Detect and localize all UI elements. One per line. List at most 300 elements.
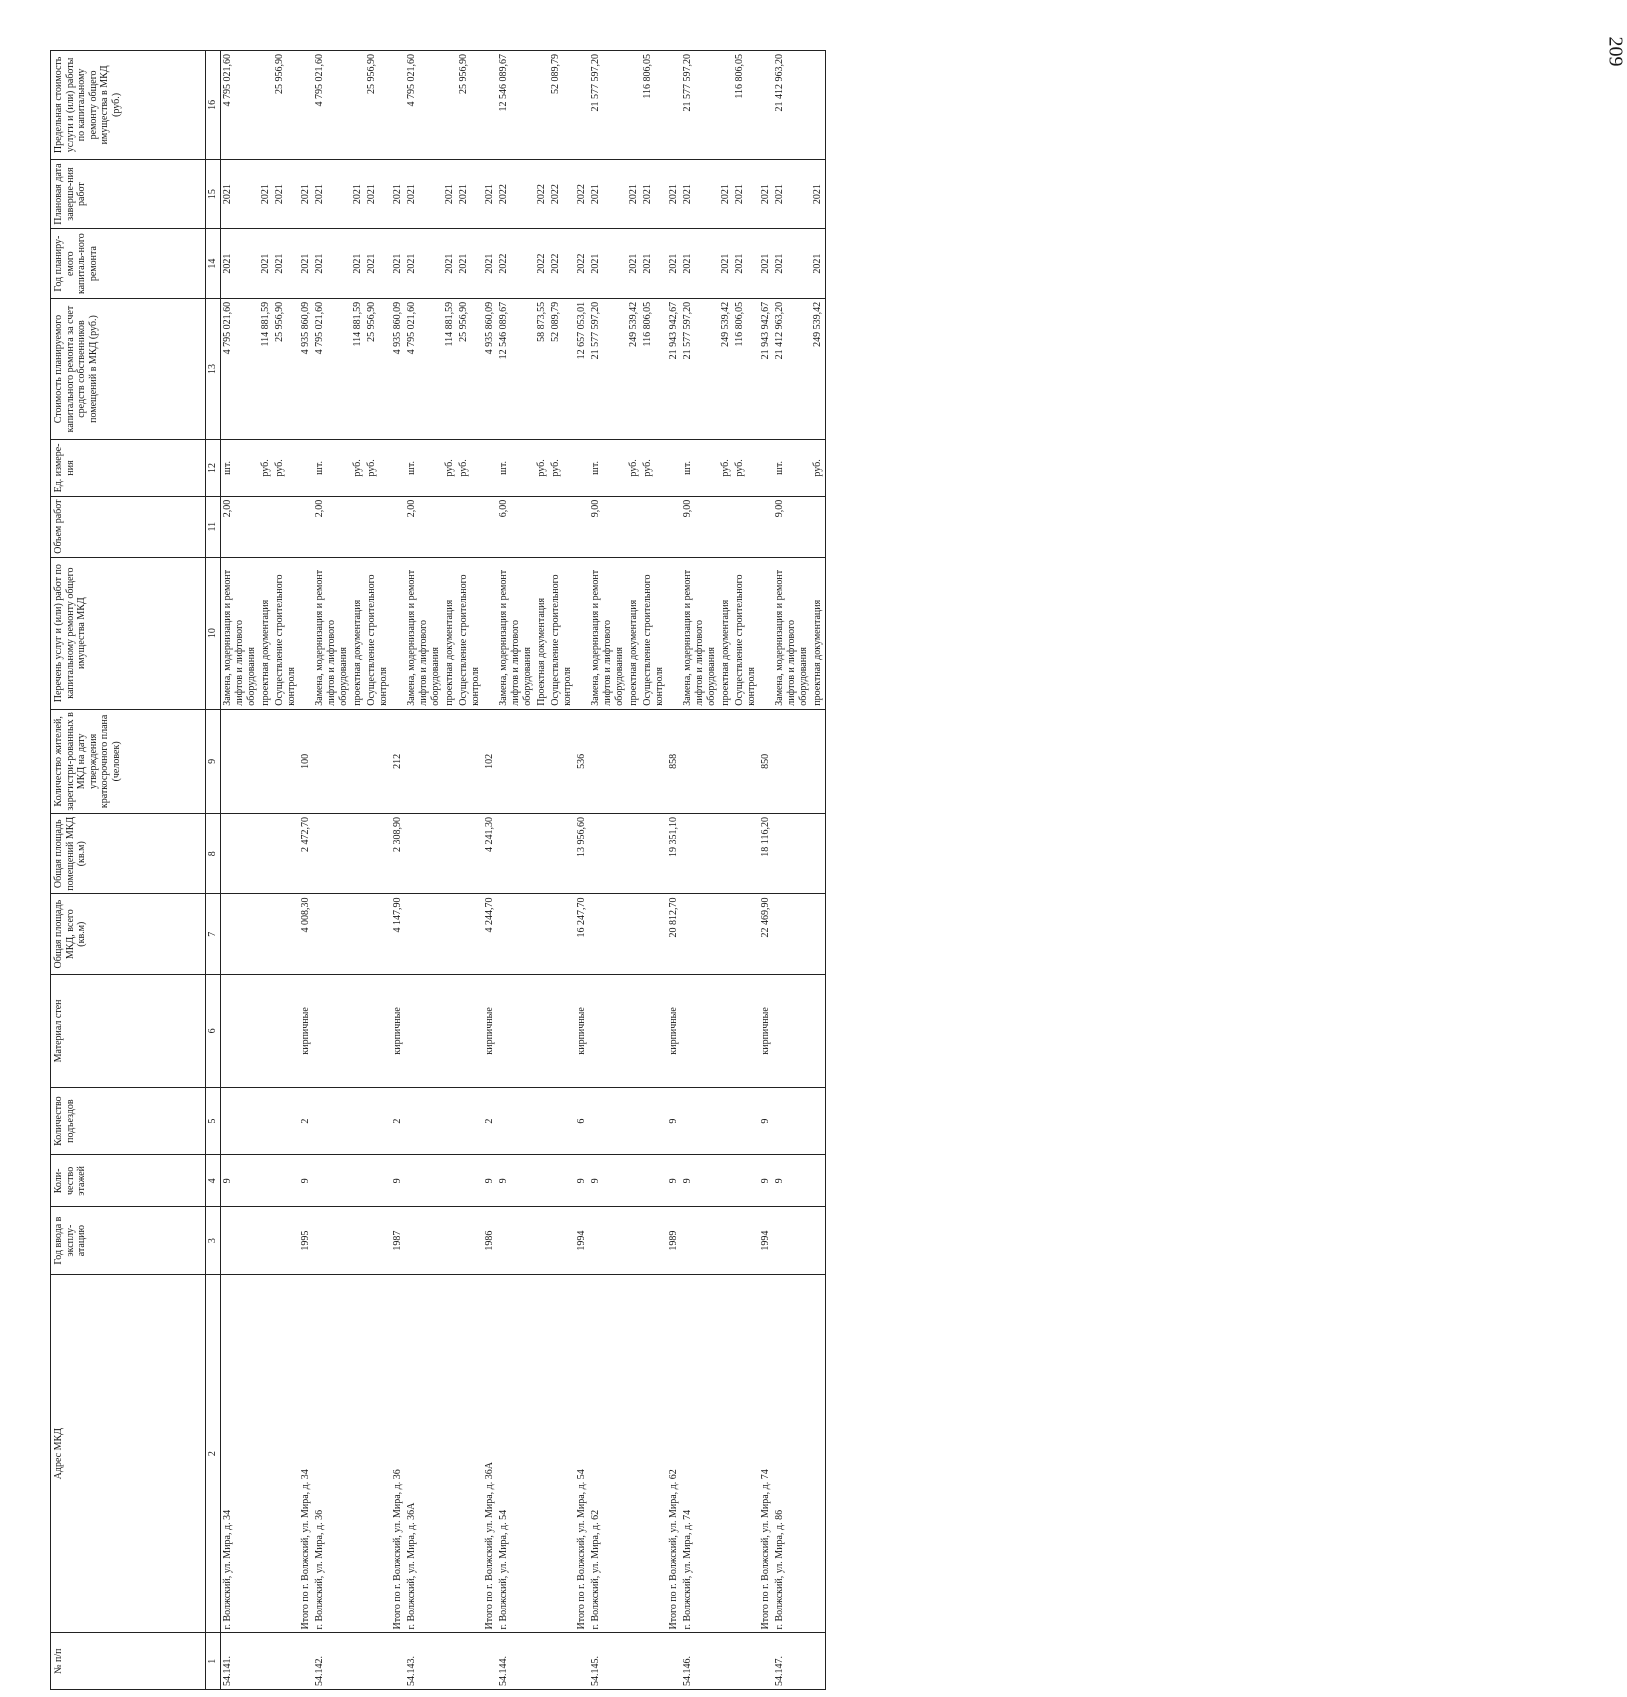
cell-col-14: 2021 [273,229,299,299]
cell-col-10: Замена, модернизация и ремонт лифтов и лифтового оборудования [313,557,351,709]
cell-col-14: 2021 [299,229,313,299]
cell-col-14: 2021 [313,229,351,299]
cell-col-11 [719,496,733,557]
cell-col-16 [575,51,589,160]
cell-col-3 [351,1207,365,1274]
cell-col-14: 2021 [405,229,443,299]
cell-col-13: 116 806,05 [733,298,759,439]
cell-col-1 [483,1633,497,1690]
table-row [773,51,811,1690]
cell-col-6: кирпичные [575,974,589,1087]
table-row [405,51,443,1690]
cell-col-9 [681,709,719,813]
cell-col-3 [773,1207,811,1274]
cell-col-12 [391,440,405,497]
cell-col-10: проектная документация [259,557,273,709]
cell-col-4: 9 [391,1155,405,1207]
cell-col-4 [405,1155,443,1207]
cell-col-15: 2021 [681,159,719,229]
cell-col-13: 249 539,42 [627,298,641,439]
col-number: 16 [206,51,221,160]
cell-col-12: шт. [313,440,351,497]
cell-col-1 [733,1633,759,1690]
cell-col-8: 18 116,20 [759,814,773,894]
cell-col-16 [299,51,313,160]
cell-col-1 [273,1633,299,1690]
cell-col-16 [535,51,549,160]
cell-col-5 [351,1087,365,1154]
cell-col-6 [535,974,549,1087]
cell-col-3 [811,1207,826,1274]
cell-col-10: Осуществление строительного контроля [457,557,483,709]
cell-col-5 [497,1087,535,1154]
cell-col-7: 4 244,70 [483,894,497,974]
cell-col-3 [497,1207,535,1274]
cell-col-13: 4 795 021,60 [221,298,260,439]
cell-col-11 [641,496,667,557]
cell-col-3 [627,1207,641,1274]
col-number: 6 [206,974,221,1087]
cell-col-6 [221,974,260,1087]
table-row [391,51,405,1690]
cell-col-12: шт. [773,440,811,497]
col-number: 2 [206,1274,221,1633]
cell-col-9: 850 [759,709,773,813]
cell-col-3: 1994 [575,1207,589,1274]
cell-col-15: 2021 [351,159,365,229]
cell-col-4 [733,1155,759,1207]
capital-repair-table [50,50,826,1690]
cell-col-14: 2021 [773,229,811,299]
table-row [667,51,681,1690]
cell-col-1 [443,1633,457,1690]
cell-col-11 [365,496,391,557]
cell-col-14: 2021 [365,229,391,299]
cell-col-11: 2,00 [221,496,260,557]
cell-col-8 [443,814,457,894]
cell-col-3: 1989 [667,1207,681,1274]
cell-col-2 [811,1274,826,1633]
cell-col-10 [759,557,773,709]
cell-col-2 [627,1274,641,1633]
cell-col-9 [535,709,549,813]
cell-col-6 [405,974,443,1087]
cell-col-7 [497,894,535,974]
cell-col-2: г. Волжский, ул. Мира, д. 34 [221,1274,260,1633]
col-header-6: Материал стен [51,974,206,1087]
col-number: 5 [206,1087,221,1154]
table-row [351,51,365,1690]
cell-col-6 [627,974,641,1087]
cell-col-1 [365,1633,391,1690]
cell-col-1 [549,1633,575,1690]
cell-col-15: 2021 [391,159,405,229]
cell-col-4 [313,1155,351,1207]
cell-col-8 [259,814,273,894]
cell-col-4 [627,1155,641,1207]
cell-col-2 [443,1274,457,1633]
cell-col-12: руб. [443,440,457,497]
cell-col-5 [365,1087,391,1154]
cell-col-11 [351,496,365,557]
cell-col-12: руб. [719,440,733,497]
cell-col-16 [259,51,273,160]
rotated-table-sheet [50,50,1190,1690]
table-row [365,51,391,1690]
table-body [221,51,826,1690]
cell-col-5 [811,1087,826,1154]
cell-col-1 [535,1633,549,1690]
cell-col-7 [313,894,351,974]
cell-col-7 [443,894,457,974]
cell-col-6 [549,974,575,1087]
cell-col-7: 22 469,90 [759,894,773,974]
cell-col-10: Замена, модернизация и ремонт лифтов и лифтового оборудования [497,557,535,709]
cell-col-2 [351,1274,365,1633]
cell-col-13: 4 935 860,09 [299,298,313,439]
cell-col-2: г. Волжский, ул. Мира, д. 62 [589,1274,627,1633]
cell-col-6: кирпичные [299,974,313,1087]
cell-col-2 [719,1274,733,1633]
cell-col-16: 25 956,90 [365,51,391,160]
cell-col-9 [259,709,273,813]
cell-col-8: 19 351,10 [667,814,681,894]
cell-col-14: 2021 [589,229,627,299]
cell-col-12: шт. [497,440,535,497]
cell-col-8: 4 241,30 [483,814,497,894]
cell-col-5 [589,1087,627,1154]
cell-col-7 [641,894,667,974]
cell-col-13: 52 089,79 [549,298,575,439]
cell-col-12 [299,440,313,497]
cell-col-13: 25 956,90 [273,298,299,439]
cell-col-8 [589,814,627,894]
table-row [681,51,719,1690]
cell-col-15: 2021 [221,159,260,229]
cell-col-9 [273,709,299,813]
cell-col-15: 2021 [457,159,483,229]
cell-col-8: 13 956,60 [575,814,589,894]
table-row [549,51,575,1690]
cell-col-6 [273,974,299,1087]
cell-col-9 [405,709,443,813]
cell-col-5: 2 [483,1087,497,1154]
cell-col-5 [457,1087,483,1154]
cell-col-9 [443,709,457,813]
cell-col-13: 25 956,90 [365,298,391,439]
col-header-9: Количество жителей, зарегистри-рованных в МКД на дату утверждения краткосрочного плана (человек) [51,709,206,813]
cell-col-13: 114 881,59 [351,298,365,439]
cell-col-3 [549,1207,575,1274]
cell-col-13: 21 577 597,20 [589,298,627,439]
cell-col-16 [627,51,641,160]
cell-col-10: проектная документация [443,557,457,709]
cell-col-13: 21 577 597,20 [681,298,719,439]
cell-col-2 [273,1274,299,1633]
cell-col-15: 2021 [667,159,681,229]
cell-col-7 [457,894,483,974]
cell-col-9: 536 [575,709,589,813]
cell-col-6 [681,974,719,1087]
cell-col-6: кирпичные [667,974,681,1087]
cell-col-7: 20 812,70 [667,894,681,974]
cell-col-11 [627,496,641,557]
cell-col-7 [221,894,260,974]
cell-col-5 [443,1087,457,1154]
cell-col-9 [497,709,535,813]
cell-col-1 [457,1633,483,1690]
cell-col-4: 9 [483,1155,497,1207]
cell-col-15: 2021 [299,159,313,229]
cell-col-6 [589,974,627,1087]
cell-col-14: 2021 [733,229,759,299]
cell-col-14: 2021 [719,229,733,299]
col-header-3: Год ввода в эксплу-атацию [51,1207,206,1274]
cell-col-9: 102 [483,709,497,813]
table-row [457,51,483,1690]
cell-col-1 [259,1633,273,1690]
cell-col-4 [641,1155,667,1207]
cell-col-6 [313,974,351,1087]
cell-col-13: 116 806,05 [641,298,667,439]
cell-col-5 [549,1087,575,1154]
cell-col-16: 116 806,05 [641,51,667,160]
cell-col-6: кирпичные [759,974,773,1087]
cell-col-4: 9 [575,1155,589,1207]
cell-col-14: 2021 [811,229,826,299]
col-number: 14 [206,229,221,299]
cell-col-5: 9 [759,1087,773,1154]
page-number: 209 [1604,36,1627,67]
cell-col-5 [719,1087,733,1154]
cell-col-5: 6 [575,1087,589,1154]
cell-col-3 [589,1207,627,1274]
cell-col-12: шт. [589,440,627,497]
cell-col-2: г. Волжский, ул. Мира, д. 74 [681,1274,719,1633]
cell-col-2: Итого по г. Волжский, ул. Мира, д. 36А [483,1274,497,1633]
cell-col-15: 2021 [365,159,391,229]
cell-col-15: 2021 [811,159,826,229]
cell-col-13: 58 873,55 [535,298,549,439]
cell-col-6 [719,974,733,1087]
cell-col-15: 2021 [733,159,759,229]
cell-col-8 [811,814,826,894]
col-header-13: Стоимость планируемого капитального ремонта за счет средств собственников помещений в МКД (руб.) [51,298,206,439]
cell-col-7 [535,894,549,974]
cell-col-2: Итого по г. Волжский, ул. Мира, д. 74 [759,1274,773,1633]
cell-col-3 [641,1207,667,1274]
cell-col-1 [641,1633,667,1690]
cell-col-9 [719,709,733,813]
cell-col-5 [273,1087,299,1154]
cell-col-14: 2021 [667,229,681,299]
cell-col-4 [365,1155,391,1207]
cell-col-8 [535,814,549,894]
cell-col-6 [811,974,826,1087]
cell-col-13: 12 657 053,01 [575,298,589,439]
cell-col-10: Осуществление строительного контроля [733,557,759,709]
cell-col-6 [457,974,483,1087]
cell-col-2: г. Волжский, ул. Мира, д. 36 [313,1274,351,1633]
cell-col-10: проектная документация [351,557,365,709]
cell-col-1 [811,1633,826,1690]
cell-col-9 [641,709,667,813]
cell-col-16 [719,51,733,160]
cell-col-16: 21 412 963,20 [773,51,811,160]
cell-col-6 [443,974,457,1087]
cell-col-7 [351,894,365,974]
cell-col-3 [443,1207,457,1274]
cell-col-5 [733,1087,759,1154]
cell-col-12 [759,440,773,497]
col-header-2: Адрес МКД [51,1274,206,1633]
cell-col-1: 54.146. [681,1633,719,1690]
cell-col-3 [221,1207,260,1274]
cell-col-7 [773,894,811,974]
cell-col-12: руб. [549,440,575,497]
cell-col-15: 2022 [497,159,535,229]
cell-col-4: 9 [221,1155,260,1207]
cell-col-16 [351,51,365,160]
cell-col-9 [773,709,811,813]
cell-col-13: 114 881,59 [259,298,273,439]
cell-col-3: 1995 [299,1207,313,1274]
cell-col-15: 2021 [589,159,627,229]
cell-col-10: проектная документация [719,557,733,709]
cell-col-1 [667,1633,681,1690]
table-row [221,51,260,1690]
cell-col-10: Проектная документация [535,557,549,709]
cell-col-15: 2022 [535,159,549,229]
cell-col-11: 9,00 [681,496,719,557]
cell-col-7 [627,894,641,974]
cell-col-9 [549,709,575,813]
table-row [497,51,535,1690]
cell-col-15: 2021 [641,159,667,229]
cell-col-16: 21 577 597,20 [589,51,627,160]
cell-col-2: г. Волжский, ул. Мира, д. 86 [773,1274,811,1633]
cell-col-2: Итого по г. Волжский, ул. Мира, д. 36 [391,1274,405,1633]
cell-col-15: 2021 [273,159,299,229]
cell-col-4 [259,1155,273,1207]
cell-col-12: руб. [365,440,391,497]
cell-col-13: 4 935 860,09 [483,298,497,439]
cell-col-15: 2021 [627,159,641,229]
cell-col-9 [589,709,627,813]
cell-col-9: 212 [391,709,405,813]
cell-col-10 [575,557,589,709]
table-row [589,51,627,1690]
cell-col-8 [351,814,365,894]
cell-col-14: 2021 [483,229,497,299]
col-header-5: Количество подъездов [51,1087,206,1154]
cell-col-7 [549,894,575,974]
cell-col-16: 4 795 021,60 [405,51,443,160]
cell-col-4 [549,1155,575,1207]
cell-col-8 [549,814,575,894]
cell-col-8 [457,814,483,894]
cell-col-9 [221,709,260,813]
cell-col-7 [259,894,273,974]
col-number: 3 [206,1207,221,1274]
cell-col-6 [497,974,535,1087]
cell-col-13: 249 539,42 [719,298,733,439]
cell-col-2 [457,1274,483,1633]
cell-col-11 [259,496,273,557]
cell-col-6 [351,974,365,1087]
cell-col-11 [575,496,589,557]
cell-col-12: руб. [733,440,759,497]
cell-col-2: Итого по г. Волжский, ул. Мира, д. 54 [575,1274,589,1633]
cell-col-2 [641,1274,667,1633]
cell-col-4 [273,1155,299,1207]
cell-col-10: Замена, модернизация и ремонт лифтов и лифтового оборудования [773,557,811,709]
cell-col-12: руб. [457,440,483,497]
cell-col-7 [365,894,391,974]
cell-col-1 [575,1633,589,1690]
cell-col-9 [457,709,483,813]
cell-col-7 [273,894,299,974]
cell-col-9: 858 [667,709,681,813]
cell-col-10: Замена, модернизация и ремонт лифтов и лифтового оборудования [405,557,443,709]
cell-col-14: 2021 [759,229,773,299]
cell-col-6 [773,974,811,1087]
cell-col-16 [443,51,457,160]
col-number: 12 [206,440,221,497]
cell-col-15: 2021 [405,159,443,229]
cell-col-11 [391,496,405,557]
col-header-14: Год планиру-емого капиталь-ного ремонта [51,229,206,299]
table-row [535,51,549,1690]
cell-col-8 [719,814,733,894]
cell-col-4: 9 [681,1155,719,1207]
col-header-8: Общая площадь помещений МКД (кв.м) [51,814,206,894]
cell-col-13: 12 546 089,67 [497,298,535,439]
cell-col-3: 1986 [483,1207,497,1274]
table-row [733,51,759,1690]
table-row [575,51,589,1690]
cell-col-3 [457,1207,483,1274]
cell-col-4: 9 [589,1155,627,1207]
cell-col-8 [273,814,299,894]
cell-col-1: 54.143. [405,1633,443,1690]
cell-col-3 [681,1207,719,1274]
cell-col-13: 21 943 942,67 [759,298,773,439]
table-row [259,51,273,1690]
cell-col-16 [811,51,826,160]
col-header-11: Объем работ [51,496,206,557]
col-number: 7 [206,894,221,974]
cell-col-14: 2021 [259,229,273,299]
cell-col-8 [365,814,391,894]
cell-col-12: руб. [627,440,641,497]
cell-col-7: 16 247,70 [575,894,589,974]
cell-col-8 [681,814,719,894]
col-number: 13 [206,298,221,439]
cell-col-14: 2022 [575,229,589,299]
cell-col-4: 9 [299,1155,313,1207]
cell-col-14: 2021 [681,229,719,299]
cell-col-8 [733,814,759,894]
cell-col-10: Осуществление строительного контроля [641,557,667,709]
cell-col-1 [299,1633,313,1690]
cell-col-7 [681,894,719,974]
cell-col-7 [811,894,826,974]
cell-col-12: руб. [351,440,365,497]
cell-col-12: шт. [405,440,443,497]
cell-col-7 [589,894,627,974]
cell-col-10: Замена, модернизация и ремонт лифтов и лифтового оборудования [589,557,627,709]
